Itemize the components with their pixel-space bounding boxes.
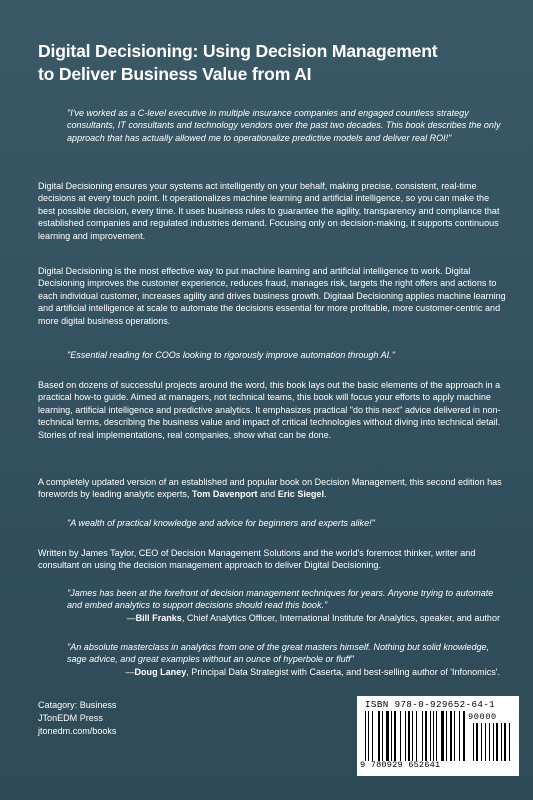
barcode-bar bbox=[459, 711, 460, 761]
paragraph-4-end: . bbox=[323, 489, 327, 500]
endorsement-attribution-4 bbox=[80, 612, 500, 624]
barcode-bar bbox=[425, 711, 427, 761]
title-line-1: Digital Decisioning: Using Decision Management bbox=[38, 41, 438, 61]
publisher-website: jtonedm.com/books bbox=[38, 725, 117, 736]
endorsement-quote-3: "A wealth of practical knowledge and advice for beginners and experts alike!" bbox=[67, 518, 375, 528]
addon-bar bbox=[481, 723, 482, 761]
addon-bar bbox=[485, 723, 486, 761]
barcode-bar bbox=[391, 711, 392, 761]
endorsement-attribution-5 bbox=[80, 666, 500, 678]
barcode-bar bbox=[394, 711, 396, 761]
paragraph-4-text: A completely updated version of an established and popular book on Decision Management, this second edition has forewords by leading analytic experts, bbox=[38, 477, 502, 500]
barcode-bar bbox=[382, 711, 383, 761]
barcode-bar bbox=[433, 711, 434, 761]
addon-bar bbox=[473, 723, 474, 761]
foreword-author-2: Eric Siegel bbox=[277, 489, 324, 500]
foreword-author-1: Tom Davenport bbox=[191, 489, 258, 500]
title-line-2: to Deliver Business Value from AI bbox=[38, 64, 312, 84]
barcode-bar bbox=[412, 711, 413, 761]
description-paragraph-3: Based on dozens of successful projects around the word, this book lays out the basic elements of the approach in a practical how-to guide. Aimed at managers, not technical teams, this book will focus your efforts to apply machine learning, artificial intelligence and predictive analytics. It emphasizes practical "do this next" advice delivered in non-technical terms, describing the business value and impact of critical technologies without diving into technical detail. Stories of real implementations, real companies, show what can be done. bbox=[38, 380, 501, 440]
barcode-bar bbox=[372, 711, 373, 761]
endorsement-quote-5: "An absolute masterclass in analytics from one of the great masters himself. Nothing but solid knowledge, sage advice, and great examples without an ounce of hyperbole or fluff" bbox=[67, 642, 490, 665]
endorsement-quote-2: "Essential reading for COOs looking to rigorously improve automation through AI." bbox=[67, 350, 395, 360]
addon-bar bbox=[496, 723, 498, 761]
barcode-bar bbox=[450, 711, 452, 761]
barcode-bar bbox=[422, 711, 423, 761]
barcode-bar bbox=[463, 711, 465, 761]
addon-bar bbox=[509, 723, 510, 761]
endorser-name-bill-franks: Bill Franks bbox=[135, 613, 182, 623]
barcode-bar bbox=[408, 711, 410, 761]
barcode-bar bbox=[430, 711, 431, 761]
barcode-bar bbox=[416, 711, 417, 761]
description-paragraph-4 bbox=[38, 476, 508, 501]
endorser-role: , Chief Analytics Officer, International Institute for Analytics, speaker, and author bbox=[181, 613, 500, 623]
addon-bar bbox=[504, 723, 506, 761]
barcode-bar bbox=[378, 711, 380, 761]
addon-bar bbox=[476, 723, 478, 761]
barcode-bar bbox=[386, 711, 389, 761]
description-paragraph-2: Digital Decisioning is the most effective way to put machine learning and artificial intelligence to work. Digital Decisioning improves the customer experience, reduces fraud, manages risk, targets the right offers and actions to each individual customer, increases agility and drives business growth. Digitaal Decisioning applies machine learning and artificial intelligence at scale to automate the decisions essential for more profitable, more customer-centric and more digital business operations. bbox=[38, 266, 506, 326]
endorser-name-doug-laney: Doug Laney bbox=[134, 667, 187, 677]
publisher-info bbox=[38, 699, 116, 737]
barcode-bar bbox=[400, 711, 401, 761]
attribution-dash: — bbox=[125, 667, 135, 677]
addon-bar bbox=[493, 723, 494, 761]
addon-bar bbox=[489, 723, 490, 761]
price-addon-code: 90000 bbox=[468, 712, 497, 722]
endorsement-quote-4: "James has been at the forefront of decision management techniques for years. Anyone trying to automate and embed analytics to support decisions should read this book." bbox=[67, 588, 494, 611]
ean-digits: 9 780929 652641 bbox=[360, 760, 441, 770]
publisher-name: JTonEDM Press bbox=[38, 712, 103, 723]
paragraph-4-conjunction: and bbox=[257, 489, 278, 500]
book-title bbox=[38, 40, 508, 86]
barcode-bar bbox=[365, 711, 366, 761]
description-paragraph-1: Digital Decisioning ensures your systems act intelligently on your behalf, making precise, consistent, real-time decisions at every touch point. It operationalizes machine learning and artificial intelligence, so you can make the best possible decision, every time. It uses business rules to guarantee the agility, transparency and compliance that established companies and regulated industries demand. Focusing only on decision-making, it supports continuous learning and improvement. bbox=[38, 181, 500, 241]
category-label: Catagory: Business bbox=[38, 700, 117, 710]
author-paragraph: Written by James Taylor, CEO of Decision Management Solutions and the world's foremost thinker, writer and consultant on using the decision management approach to deliver Digital Decisioning. bbox=[38, 548, 476, 571]
barcode-bar bbox=[368, 711, 369, 761]
barcode-bar bbox=[446, 711, 447, 761]
barcode-bar bbox=[441, 711, 444, 761]
attribution-dash: — bbox=[126, 613, 136, 623]
addon-bar bbox=[501, 723, 502, 761]
barcode-bar bbox=[454, 711, 455, 761]
endorser-role: , Principal Data Strategist with Caserta, and best-selling author of 'Infonomics'. bbox=[186, 667, 500, 677]
barcode-bar bbox=[405, 711, 406, 761]
isbn-label: ISBN 978-0-929652-64-1 bbox=[365, 699, 496, 710]
endorsement-quote-1: "I've worked as a C-level executive in multiple insurance companies and engaged countless strategy consultants, IT consultants and technology vendors over the past two decades. This book describes the only approach that has actually allowed me to operationalize predictive models and deliver real ROI!" bbox=[67, 108, 501, 143]
barcode-bar bbox=[436, 711, 437, 761]
isbn-barcode bbox=[357, 696, 519, 776]
